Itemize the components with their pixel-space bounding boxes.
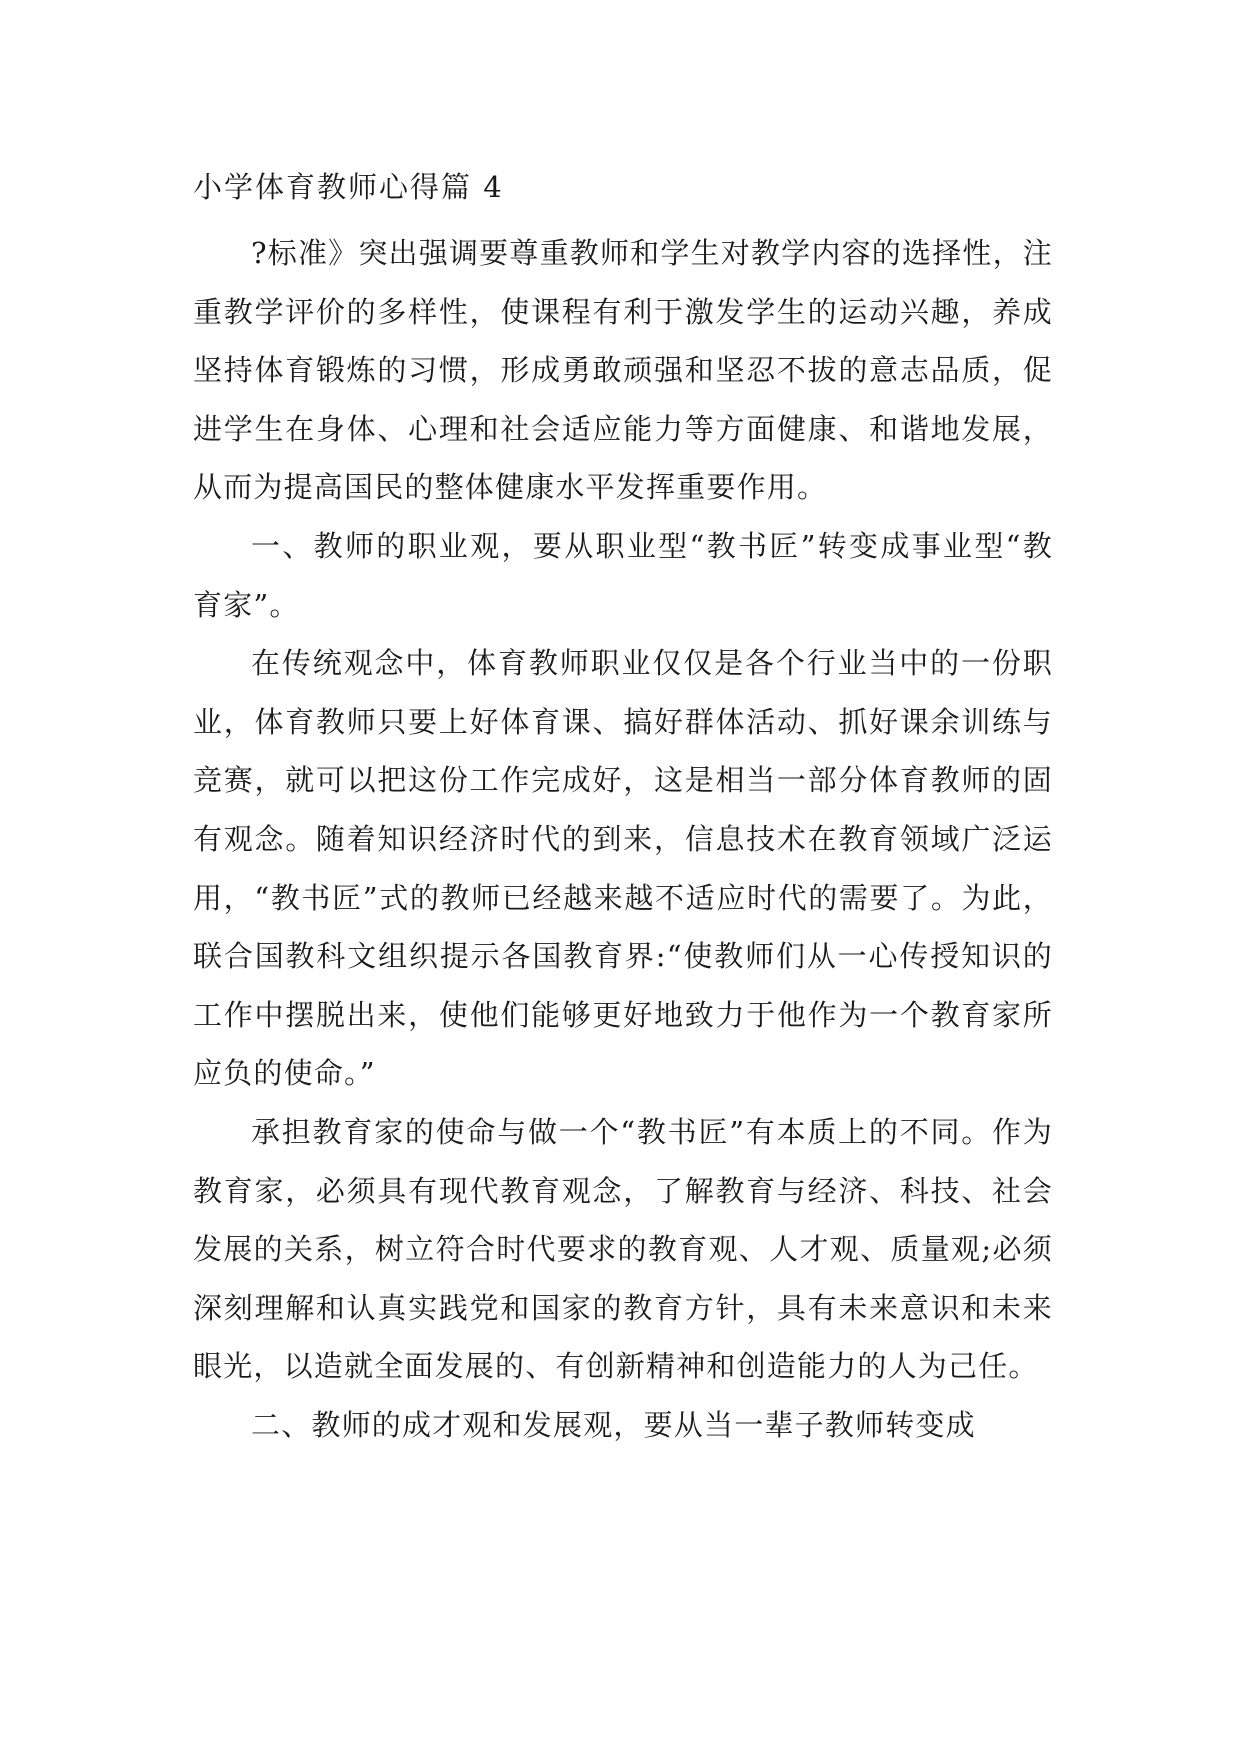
document-body (193, 224, 1053, 1454)
paragraph-section-one-heading: 一、教师的职业观，要从职业型“教书匠”转变成事业型“教育家”。 (193, 528, 1053, 622)
document-title: 小学体育教师心得篇 4 (193, 170, 504, 204)
paragraph-traditional-view: 在传统观念中，体育教师职业仅仅是各个行业当中的一份职业，体育教师只要上好体育课、搞好群体活动、抓好课余训练与竞赛，就可以把这份工作完成好，这是相当一部分体育教师的固有观念。随着知识经济时代的到来，信息技术在教育领域广泛运用，“教书匠”式的教师已经越来越不适应时代的需要了。为此，联合国教科文组织提示各国教育界:“使教师们从一心传授知识的工作中摆脱出来，使他们能够更好地致力于他作为一个教育家所应负的使命。” (193, 646, 1053, 1091)
paragraph-educator-mission: 承担教育家的使命与做一个“教书匠”有本质上的不同。作为教育家，必须具有现代教育观念，了解教育与经济、科技、社会发展的关系，树立符合时代要求的教育观、人才观、质量观;必须深刻理解和认真实践党和国家的教育方针，具有未来意识和未来眼光，以造就全面发展的、有创新精神和创造能力的人为己任。 (193, 1114, 1053, 1384)
paragraph-section-two-heading: 二、教师的成才观和发展观，要从当一辈子教师转变成 (251, 1407, 976, 1442)
paragraph-standard-intro: ?标准》突出强调要尊重教师和学生对教学内容的选择性，注重教学评价的多样性，使课程有利于激发学生的运动兴趣，养成坚持体育锻炼的习惯，形成勇敢顽强和坚忍不拔的意志品质，促进学生在身体、心理和社会适应能力等方面健康、和谐地发展，从而为提高国民的整体健康水平发挥重要作用。 (193, 236, 1053, 505)
